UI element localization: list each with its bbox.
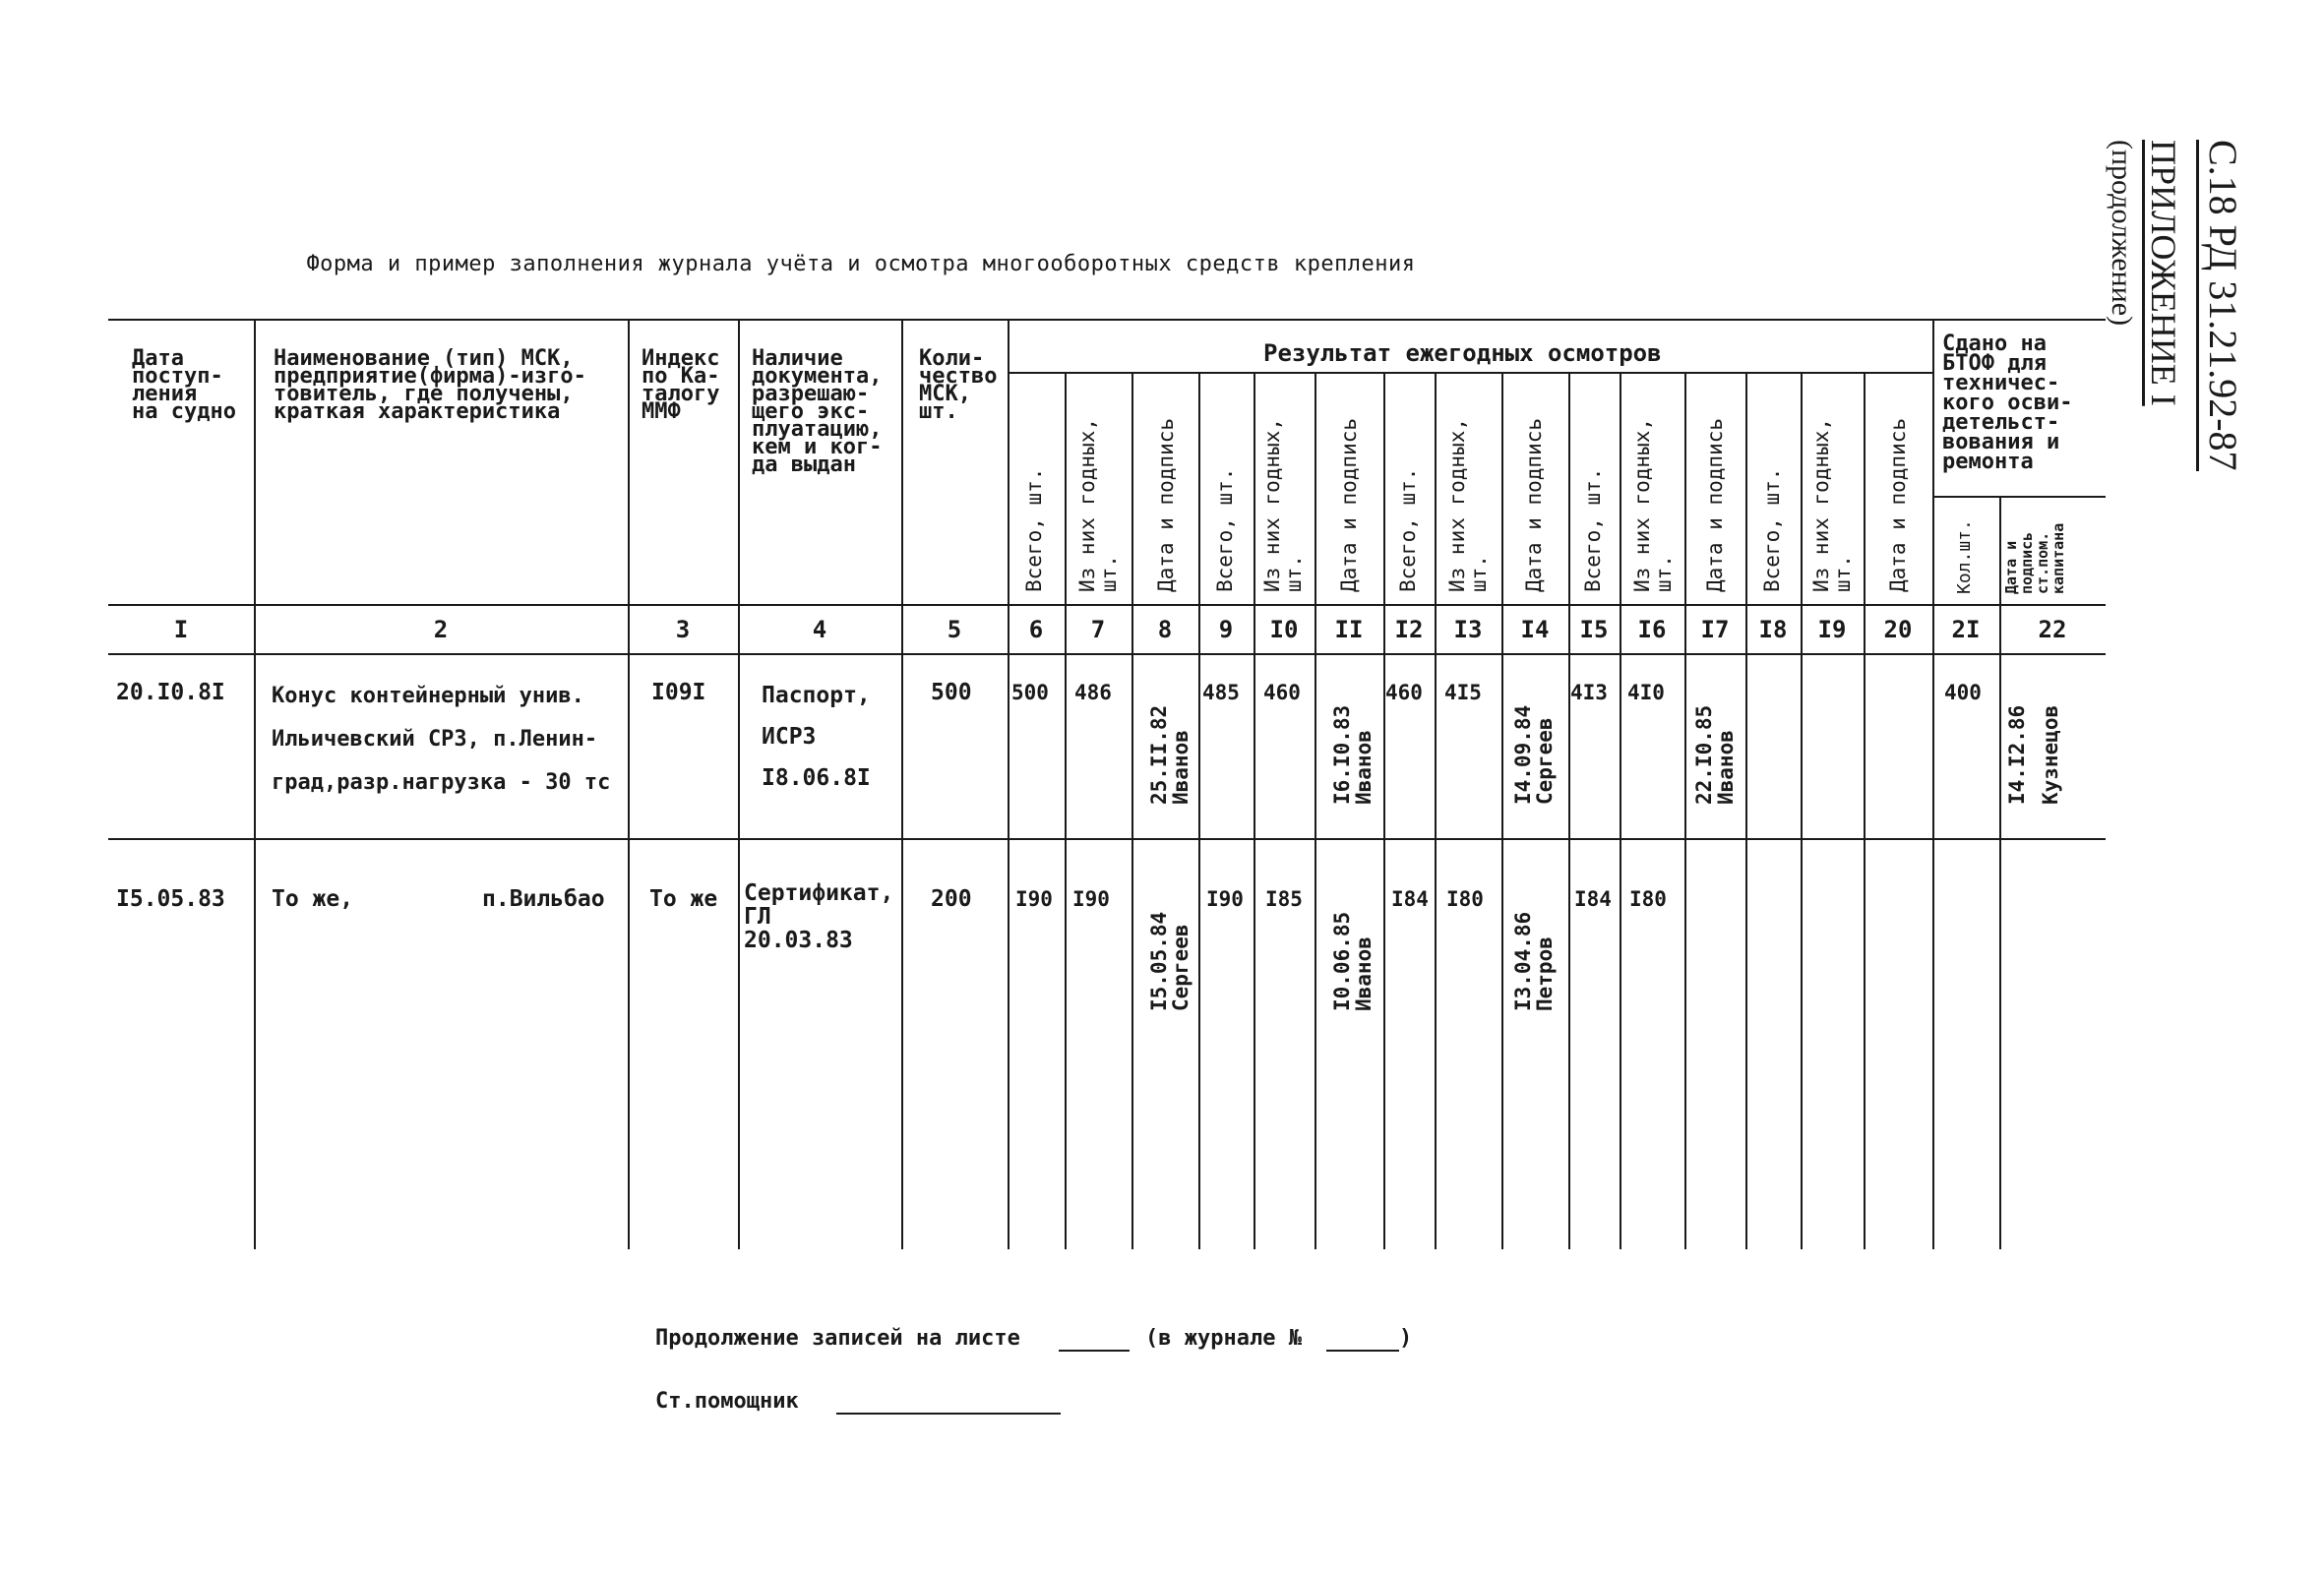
row2-i3-usable: I80 <box>1446 887 1484 911</box>
header-quantity: Коли- чество МСК, шт. <box>919 346 998 424</box>
col-number: 9 <box>1218 616 1234 643</box>
col-rule <box>1008 319 1009 1249</box>
header-annual-results: Результат ежегодных осмотров <box>1263 339 1662 367</box>
results-subheader-rule <box>1008 372 1932 374</box>
header-usable: Из них годных, шт. <box>1630 417 1676 592</box>
header-arrival-date: Дата поступ- ления на судно <box>132 346 236 424</box>
row1-handed-signature: Кузнецов <box>2039 704 2062 805</box>
header-date-sign: Дата и подпись <box>1337 417 1361 592</box>
row2-item-name: То же, <box>272 886 354 912</box>
row1-i3-usable: 4I5 <box>1444 681 1482 704</box>
col-number: 8 <box>1157 616 1173 643</box>
col-number: I2 <box>1394 616 1424 643</box>
row2-arrival-date: I5.05.83 <box>116 886 225 912</box>
col-number: I <box>173 616 189 643</box>
col-rule <box>254 319 256 1249</box>
row2-quantity: 200 <box>931 886 972 912</box>
header-total: Всего, шт. <box>1213 467 1237 592</box>
sheet-number-blank[interactable] <box>1059 1350 1130 1352</box>
header-bottom-rule <box>108 604 2106 606</box>
row1-i1-signature: Иванов <box>1169 730 1193 805</box>
row2-i3-date: I3.04.86 <box>1511 911 1535 1011</box>
header-date-sign: Дата и подпись <box>1703 417 1727 592</box>
col-number: 2 <box>433 616 449 643</box>
row2-i3-signature: Петров <box>1533 936 1557 1011</box>
row1-i2-total: 485 <box>1202 681 1240 704</box>
col-number: 5 <box>947 616 962 643</box>
row1-document: Паспорт, ИСРЗ I8.06.8I <box>762 683 871 791</box>
chief-mate-signature-blank[interactable] <box>836 1413 1061 1415</box>
header-item-name: Наименование (тип) МСК, предприятие(фирма)-изго- товитель, где получены, краткая характеристика <box>274 346 586 424</box>
col-number: 22 <box>2038 616 2067 643</box>
row1-handed-qty: 400 <box>1944 681 1982 704</box>
footer-journal: (в журнале № <box>1145 1326 1302 1351</box>
col-rule <box>1383 372 1385 1249</box>
col-rule <box>1684 372 1686 1249</box>
col-number: I0 <box>1269 616 1299 643</box>
header-handed-over: Сдано на БТОФ для техничес- кого осви- детельст- вования и ремонта <box>1942 332 2073 474</box>
footer-chief-mate: Ст.помощник <box>655 1389 799 1414</box>
row1-i1-usable: 486 <box>1074 681 1112 704</box>
col-number: II <box>1334 616 1364 643</box>
col-rule <box>1620 372 1621 1249</box>
col-number: I8 <box>1758 616 1788 643</box>
header-total: Всего, шт. <box>1581 467 1605 592</box>
footer-close-paren: ) <box>1399 1326 1413 1351</box>
form-title: Форма и пример заполнения журнала учёта и осмотра многооборотных средств крепления <box>306 252 1416 276</box>
col-rule <box>1864 372 1865 1249</box>
col-rule <box>1568 372 1570 1249</box>
row1-i3-total: 460 <box>1385 681 1423 704</box>
row-divider <box>108 838 2106 840</box>
col-number: 4 <box>812 616 827 643</box>
row2-i4-total: I84 <box>1574 887 1612 911</box>
header-handed-qty: Кол.шт. <box>1954 519 1975 594</box>
row2-i2-usable: I85 <box>1265 887 1303 911</box>
row1-i4-usable: 4I0 <box>1627 681 1665 704</box>
header-handed-date-sign: Дата и подпись ст.пом. капитана <box>2002 522 2067 594</box>
col-number: I9 <box>1817 616 1847 643</box>
header-total: Всего, шт. <box>1760 467 1784 592</box>
col-rule <box>1801 372 1803 1249</box>
row2-document: Сертификат, ГЛ 20.03.83 <box>744 880 894 953</box>
col-number: 6 <box>1028 616 1044 643</box>
row1-item-name: Конус контейнерный унив. Ильичевский СРЗ, п.Ленин- град,разр.нагрузка - 30 тс <box>272 684 611 795</box>
footer-continuation: Продолжение записей на листе <box>655 1326 1020 1351</box>
col-rule <box>1131 372 1133 1249</box>
row1-i3-date: I4.09.84 <box>1511 704 1535 805</box>
col-rule <box>1745 372 1747 1249</box>
row2-i1-usable: I90 <box>1072 887 1110 911</box>
col-rule <box>1501 372 1503 1249</box>
header-usable: Из них годных, шт. <box>1809 417 1855 592</box>
journal-number-blank[interactable] <box>1326 1350 1399 1352</box>
col-number: 20 <box>1883 616 1913 643</box>
row1-i4-signature: Иванов <box>1714 730 1738 805</box>
row2-i1-date: I5.05.84 <box>1147 911 1171 1011</box>
row1-i1-total: 500 <box>1011 681 1049 704</box>
col-number: I7 <box>1700 616 1730 643</box>
page-reference: С.18 РД 31.21.92-87 <box>2196 140 2242 471</box>
row2-i2-date: I0.06.85 <box>1330 911 1354 1011</box>
col-rule <box>738 319 740 1249</box>
col-rule <box>901 319 903 1249</box>
header-date-sign: Дата и подпись <box>1886 417 1910 592</box>
row1-quantity: 500 <box>931 680 972 705</box>
row1-i1-date: 25.II.82 <box>1147 704 1171 805</box>
col-number: I3 <box>1453 616 1483 643</box>
numbers-bottom-rule <box>108 653 2106 655</box>
header-date-sign: Дата и подпись <box>1522 417 1546 592</box>
col-rule <box>1065 372 1067 1249</box>
row2-i2-signature: Иванов <box>1352 936 1376 1011</box>
header-total: Всего, шт. <box>1022 467 1046 592</box>
col-rule <box>1932 319 1934 1249</box>
row1-i4-total: 4I3 <box>1570 681 1608 704</box>
col-rule <box>1315 372 1316 1249</box>
row1-arrival-date: 20.I0.8I <box>116 680 225 705</box>
header-usable: Из них годных, шт. <box>1260 417 1306 592</box>
appendix-label: ПРИЛОЖЕНИЕ I <box>2144 140 2183 406</box>
table-top-rule <box>108 319 2106 321</box>
col-number: 2I <box>1951 616 1981 643</box>
col-rule <box>628 319 630 1249</box>
row2-i3-total: I84 <box>1391 887 1429 911</box>
continuation-label: (продолжение) <box>2106 140 2138 327</box>
row1-i4-date: 22.I0.85 <box>1692 704 1716 805</box>
col-number: I4 <box>1520 616 1550 643</box>
row1-i3-signature: Сергеев <box>1533 717 1557 805</box>
row1-i2-signature: Иванов <box>1352 730 1376 805</box>
col-number: 3 <box>675 616 691 643</box>
row2-port: п.Вильбао <box>482 886 605 912</box>
row1-i2-usable: 460 <box>1263 681 1301 704</box>
row2-i1-signature: Сергеев <box>1169 924 1193 1011</box>
header-usable: Из них годных, шт. <box>1075 417 1121 592</box>
header-usable: Из них годных, шт. <box>1445 417 1491 592</box>
col-number: I5 <box>1579 616 1609 643</box>
row1-catalog-index: I09I <box>651 680 706 705</box>
row2-i2-total: I90 <box>1206 887 1244 911</box>
header-date-sign: Дата и подпись <box>1154 417 1178 592</box>
row2-i4-usable: I80 <box>1629 887 1667 911</box>
header-total: Всего, шт. <box>1396 467 1420 592</box>
col-rule <box>1435 372 1437 1249</box>
col-number: 7 <box>1090 616 1106 643</box>
row2-i1-total: I90 <box>1015 887 1053 911</box>
row2-catalog-index: То же <box>649 886 718 912</box>
col-number: I6 <box>1637 616 1667 643</box>
col-rule <box>1198 372 1200 1249</box>
handed-subheader-rule <box>1932 496 2106 498</box>
col-rule <box>1254 372 1255 1249</box>
row1-handed-date: I4.I2.86 <box>2005 704 2029 805</box>
header-catalog-index: Индекс по Ка- талогу ММФ <box>642 346 720 424</box>
col-rule <box>1999 496 2001 1249</box>
row1-i2-date: I6.I0.83 <box>1330 704 1354 805</box>
header-document: Наличие документа, разрешаю- щего экс- плуатацию, кем и ког- да выдан <box>752 346 883 477</box>
